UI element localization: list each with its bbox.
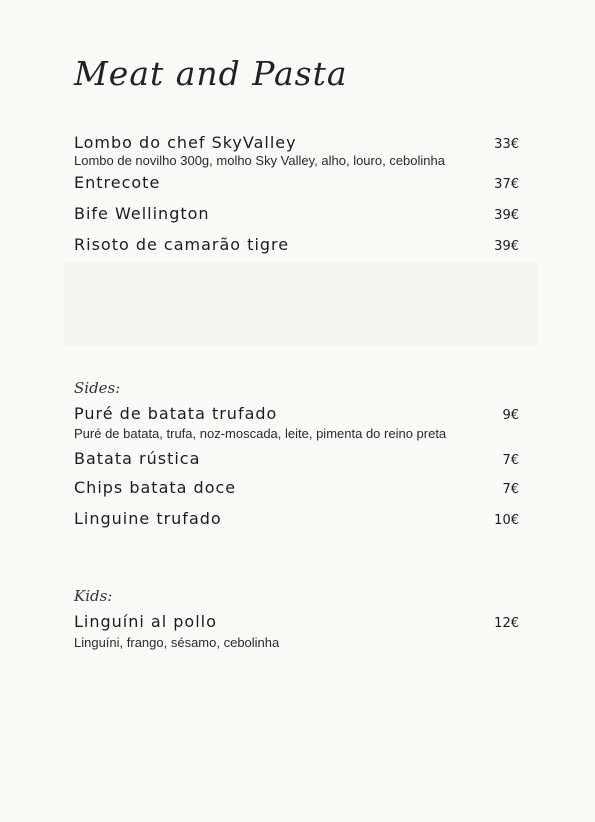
menu-item-name: Chips batata doce (74, 478, 237, 497)
section-label-sides: Sides: (74, 379, 121, 397)
menu-item-price: 10€ (494, 513, 519, 528)
menu-item-price: 33€ (494, 137, 519, 152)
menu-item-price: 7€ (502, 482, 519, 497)
menu-item-name: Risoto de camarão tigre (74, 235, 290, 254)
menu-item-name: Entrecote (74, 173, 161, 192)
page-title: Meat and Pasta (74, 54, 348, 93)
menu-item-name: Linguine trufado (74, 509, 222, 528)
section-label-kids: Kids: (74, 587, 113, 605)
menu-item-description: Linguíni, frango, sésamo, cebolinha (74, 635, 280, 650)
menu-item-price: 7€ (502, 453, 519, 468)
menu-item-name: Bife Wellington (74, 204, 210, 223)
menu-item-price: 39€ (494, 239, 519, 254)
menu-item-price: 12€ (494, 616, 519, 631)
menu-item-name: Puré de batata trufado (74, 404, 278, 423)
menu-item-description: Lombo de novilho 300g, molho Sky Valley, alho, louro, cebolinha (74, 153, 445, 168)
menu-item-name: Linguíni al pollo (74, 612, 217, 631)
menu-item-price: 39€ (494, 208, 519, 223)
menu-item-price: 9€ (502, 408, 519, 423)
menu-item-name: Batata rústica (74, 449, 201, 468)
menu-item-name: Lombo do chef SkyValley (74, 133, 297, 152)
menu-item-price: 37€ (494, 177, 519, 192)
menu-item-description: Puré de batata, trufa, noz-moscada, leite, pimenta do reino preta (74, 426, 447, 441)
blurred-content-block (64, 262, 538, 346)
